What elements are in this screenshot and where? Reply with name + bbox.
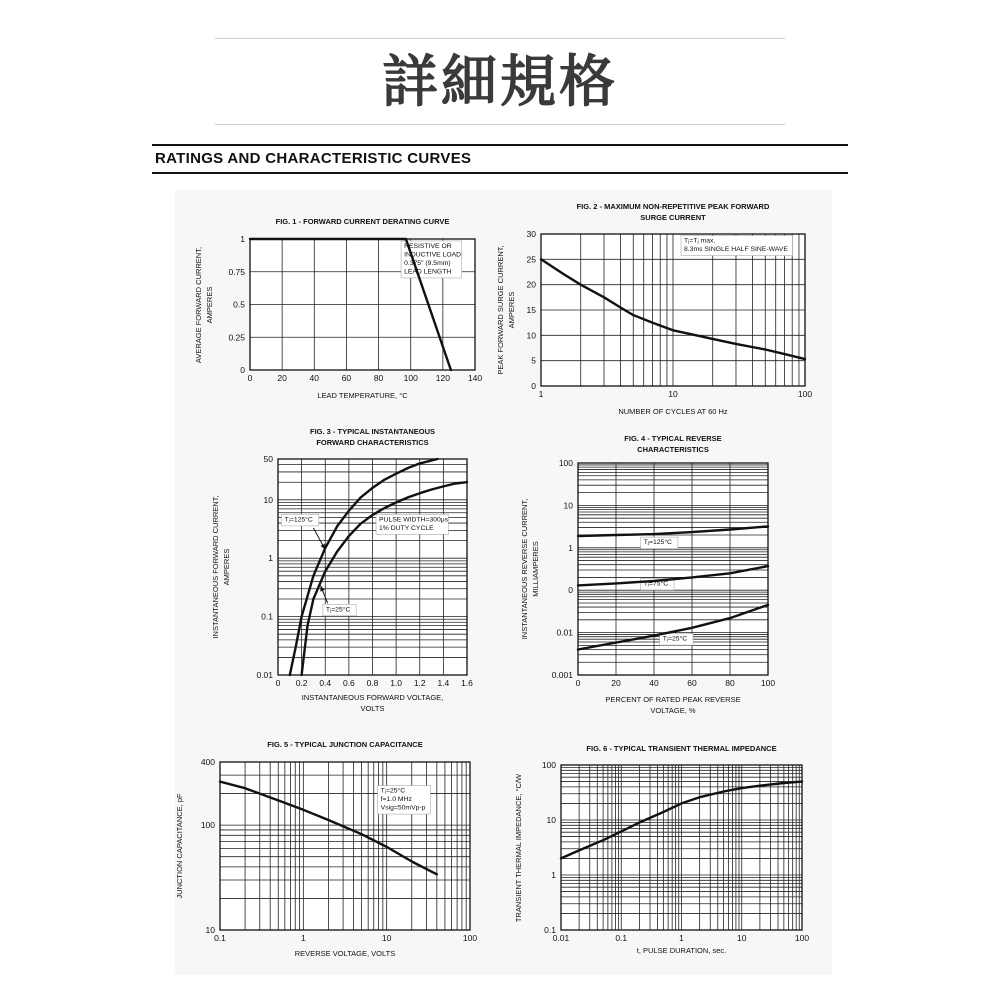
y-tick-label: 1 bbox=[568, 542, 573, 553]
x-tick-label: 0 bbox=[247, 373, 253, 383]
x-tick-label: 60 bbox=[687, 678, 697, 688]
chart-title: FIG. 3 - TYPICAL INSTANTANEOUS bbox=[309, 427, 436, 436]
annotation-text: Tⱼ=25°C bbox=[380, 787, 406, 795]
y-tick-label: 400 bbox=[200, 757, 215, 767]
x-tick-label: 100 bbox=[760, 678, 776, 688]
chart-title: FIG. 5 - TYPICAL JUNCTION CAPACITANCE bbox=[267, 740, 423, 749]
x-tick-label: 100 bbox=[794, 933, 810, 943]
annotation-text: Tⱼ=125°C bbox=[643, 539, 672, 547]
annotation-text: Tⱼ=125°C bbox=[284, 516, 313, 524]
y-tick-label: 5 bbox=[531, 355, 536, 366]
y-tick-label: 0.1 bbox=[544, 925, 556, 935]
y-axis-label: INSTANTANEOUS REVERSE CURRENT, bbox=[520, 498, 529, 640]
x-tick-label: 100 bbox=[403, 373, 418, 383]
x-tick-label: 100 bbox=[462, 933, 478, 943]
y-tick-label: 1 bbox=[551, 870, 556, 880]
x-tick-label: 140 bbox=[467, 373, 483, 383]
x-tick-label: 10 bbox=[381, 933, 392, 943]
x-axis-label: PERCENT OF RATED PEAK REVERSE bbox=[605, 695, 741, 704]
x-axis-label: LEAD TEMPERATURE, °C bbox=[317, 391, 408, 400]
x-tick-label: 1.2 bbox=[413, 678, 426, 688]
y-axis-label: AMPERES bbox=[222, 548, 231, 586]
page-title: 詳細規格 bbox=[382, 50, 618, 115]
x-tick-label: 80 bbox=[373, 373, 384, 383]
x-axis-label: VOLTS bbox=[360, 704, 385, 713]
y-tick-label: 100 bbox=[541, 760, 556, 770]
section-title: RATINGS AND CHARACTERISTIC CURVES bbox=[155, 150, 472, 167]
x-axis-label: NUMBER OF CYCLES AT 60 Hz bbox=[618, 407, 728, 416]
x-tick-label: 10 bbox=[737, 933, 747, 943]
y-tick-label: 0 bbox=[531, 381, 536, 391]
y-axis-label: INSTANTANEOUS FORWARD CURRENT, bbox=[211, 495, 220, 639]
y-tick-label: 10 bbox=[205, 925, 215, 935]
x-tick-label: 1 bbox=[679, 933, 684, 943]
x-tick-label: 20 bbox=[277, 373, 287, 383]
annotation-text: LEAD LENGTH bbox=[404, 268, 452, 276]
x-tick-label: 0.1 bbox=[214, 933, 226, 943]
y-axis-label: PEAK FORWARD SURGE CURRENT, bbox=[496, 245, 505, 375]
y-tick-label: 10 bbox=[563, 500, 573, 511]
x-tick-label: 0.2 bbox=[295, 678, 308, 688]
y-tick-label: 0 bbox=[240, 365, 245, 375]
x-tick-label: 60 bbox=[341, 373, 352, 383]
y-axis-label: MILLIAMPERES bbox=[531, 541, 540, 597]
y-axis-label: TRANSIENT THERMAL IMPEDANCE, °C/W bbox=[514, 773, 523, 923]
x-tick-label: 0.1 bbox=[615, 933, 628, 943]
annotation-text: f=1.0 MHz bbox=[380, 796, 412, 804]
x-tick-label: 0.4 bbox=[319, 678, 332, 688]
x-tick-label: 100 bbox=[797, 389, 813, 399]
annotation-text: 8.3ms SINGLE HALF SINE-WAVE bbox=[684, 246, 788, 254]
y-tick-label: 1 bbox=[268, 553, 273, 564]
x-tick-label: 1 bbox=[538, 389, 544, 399]
y-tick-label: 30 bbox=[526, 229, 536, 239]
annotation-text: INDUCTIVE LOAD bbox=[404, 251, 462, 259]
chart-title: FIG. 1 - FORWARD CURRENT DERATING CURVE bbox=[275, 217, 450, 226]
chart-title: FIG. 6 - TYPICAL TRANSIENT THERMAL IMPEDANCE bbox=[586, 744, 777, 753]
x-tick-label: 40 bbox=[309, 373, 320, 383]
x-tick-label: 1.4 bbox=[437, 678, 450, 688]
y-axis-label: AMPERES bbox=[507, 291, 516, 329]
x-tick-label: 1.6 bbox=[461, 678, 473, 688]
x-tick-label: 120 bbox=[435, 373, 450, 383]
y-tick-label: 10 bbox=[546, 815, 556, 825]
annotation-text: Tⱼ=Tⱼ max. bbox=[684, 237, 716, 245]
x-tick-label: 0.8 bbox=[366, 678, 379, 688]
y-tick-label: 100 bbox=[200, 820, 215, 831]
annotation-text: Vsig=50mVp-p bbox=[380, 804, 426, 812]
y-tick-label: 0.75 bbox=[228, 266, 245, 277]
y-tick-label: 100 bbox=[558, 458, 573, 468]
x-tick-label: 10 bbox=[668, 389, 678, 399]
y-tick-label: 0.001 bbox=[551, 670, 573, 680]
annotation-text: RESISTIVE OR bbox=[404, 242, 452, 250]
y-tick-label: 20 bbox=[526, 279, 536, 290]
y-tick-label: 0.25 bbox=[228, 332, 245, 343]
chart-title: SURGE CURRENT bbox=[640, 213, 706, 222]
x-tick-label: 1.0 bbox=[390, 678, 403, 688]
x-tick-label: 40 bbox=[649, 678, 659, 688]
x-tick-label: 0 bbox=[575, 678, 581, 688]
y-tick-label: 50 bbox=[263, 454, 273, 464]
chart-title: CHARACTERISTICS bbox=[637, 445, 709, 454]
y-tick-label: 10 bbox=[263, 494, 273, 505]
chart-title: FIG. 4 - TYPICAL REVERSE bbox=[624, 434, 722, 443]
y-axis-label: AMPERES bbox=[205, 286, 214, 324]
x-axis-label: INSTANTANEOUS FORWARD VOLTAGE, bbox=[301, 693, 444, 702]
y-tick-label: 10 bbox=[526, 330, 536, 341]
y-tick-label: 0.01 bbox=[256, 670, 273, 680]
y-tick-label: 0.1 bbox=[261, 611, 273, 622]
x-tick-label: 0.01 bbox=[552, 933, 570, 943]
y-tick-label: 1 bbox=[240, 234, 245, 244]
y-tick-label: 0 bbox=[568, 585, 573, 596]
annotation-text: Tⱼ=75°C bbox=[643, 580, 669, 588]
y-tick-label: 15 bbox=[526, 305, 536, 315]
y-tick-label: 25 bbox=[526, 254, 536, 265]
y-axis-label: JUNCTION CAPACITANCE, pF bbox=[175, 793, 184, 899]
x-axis-label: REVERSE VOLTAGE, VOLTS bbox=[294, 949, 396, 958]
chart-title: FORWARD CHARACTERISTICS bbox=[316, 438, 429, 447]
y-axis-label: AVERAGE FORWARD CURRENT, bbox=[194, 246, 203, 364]
x-tick-label: 80 bbox=[725, 678, 735, 688]
x-axis-label: VOLTAGE, % bbox=[650, 706, 696, 715]
annotation-text: Tⱼ=25°C bbox=[325, 606, 351, 614]
y-tick-label: 0.01 bbox=[556, 627, 573, 638]
annotation-text: 1% DUTY CYCLE bbox=[379, 524, 434, 532]
annotation-text: Tⱼ=25°C bbox=[662, 635, 688, 643]
x-axis-label: t, PULSE DURATION, sec. bbox=[636, 946, 727, 955]
x-tick-label: 20 bbox=[611, 678, 621, 688]
annotation-text: PULSE WIDTH=300μs bbox=[379, 516, 449, 524]
annotation-text: 0.375" (9.5mm) bbox=[404, 259, 451, 267]
x-tick-label: 1 bbox=[300, 933, 306, 943]
x-tick-label: 0 bbox=[275, 678, 281, 688]
x-tick-label: 0.6 bbox=[342, 678, 355, 688]
y-tick-label: 0.5 bbox=[233, 299, 245, 310]
chart-title: FIG. 2 - MAXIMUM NON-REPETITIVE PEAK FORWARD bbox=[576, 202, 770, 211]
